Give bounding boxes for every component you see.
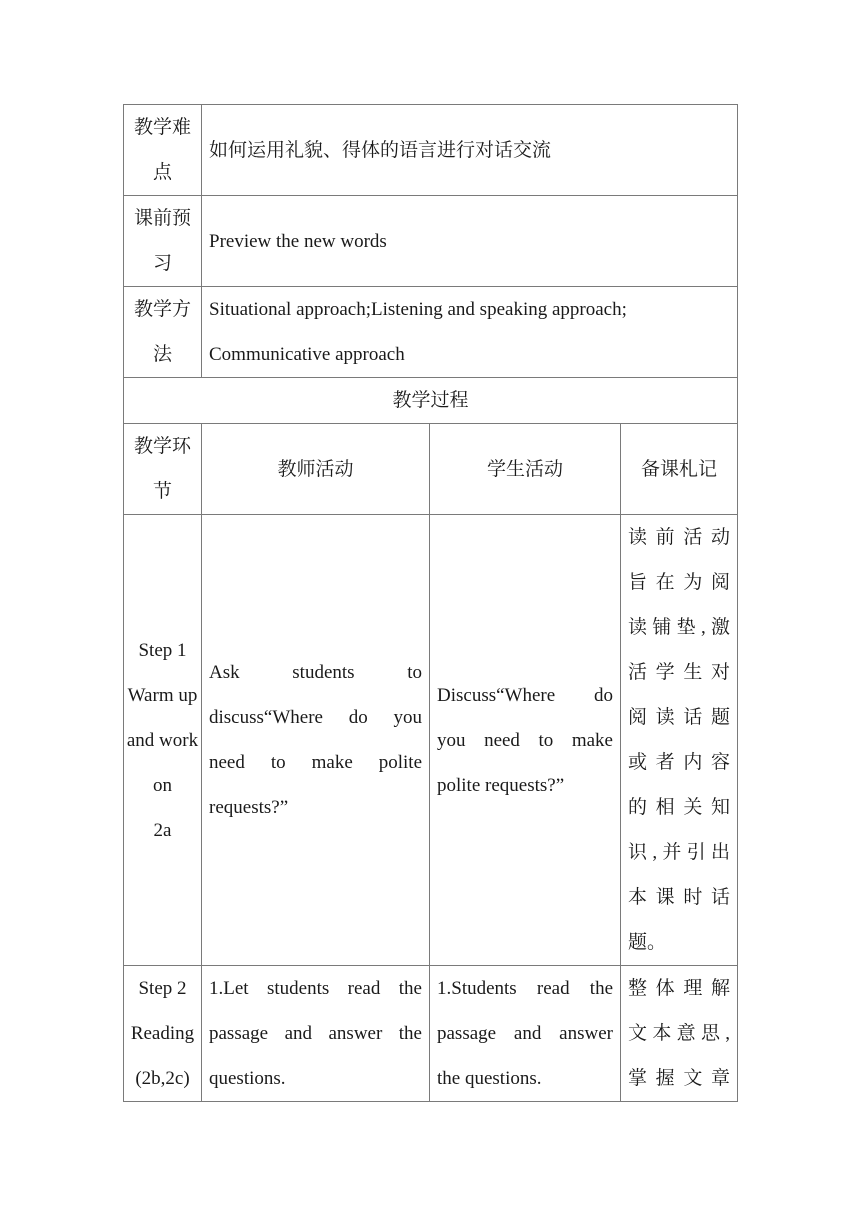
stage-line: on xyxy=(153,774,172,796)
stage-line: Reading xyxy=(130,1023,195,1044)
row-step-1 xyxy=(124,515,738,966)
header-line: 教学环 xyxy=(133,436,191,457)
label-line: 法 xyxy=(152,344,172,365)
label-line: 课前预 xyxy=(133,208,191,229)
notes-line: 题。 xyxy=(628,932,667,953)
step-1-stage xyxy=(124,515,202,966)
label-line: 点 xyxy=(152,162,172,183)
student-line: passage and answer xyxy=(437,1023,613,1044)
content-teaching-method xyxy=(202,287,738,378)
label-line: 教学难 xyxy=(133,117,191,138)
notes-line: 或 者 内 容 xyxy=(628,752,730,773)
step-2-stage xyxy=(124,966,202,1102)
label-teaching-method xyxy=(124,287,202,378)
student-line: Discuss“Where do xyxy=(437,684,613,706)
row-teaching-difficulty xyxy=(124,105,738,196)
label-preview xyxy=(124,196,202,287)
notes-line: 读 前 活 动 xyxy=(628,527,730,548)
step-2-notes xyxy=(621,966,738,1102)
content-teaching-difficulty: 如何运用礼貌、得体的语言进行对话交流 xyxy=(202,105,738,196)
process-title: 教学过程 xyxy=(124,378,738,424)
step-2-teacher-activity xyxy=(202,966,430,1102)
row-preview xyxy=(124,196,738,287)
content-preview: Preview the new words xyxy=(202,196,738,287)
student-line: you need to make xyxy=(437,729,613,751)
teacher-line: requests?” xyxy=(209,797,289,818)
step-1-notes xyxy=(621,515,738,966)
header-line: 节 xyxy=(152,481,172,502)
step-1-student-activity xyxy=(430,515,621,966)
teacher-line: discuss“Where do you xyxy=(209,707,422,728)
notes-line: 本 课 时 话 xyxy=(628,887,730,908)
label-teaching-difficulty xyxy=(124,105,202,196)
lesson-plan-table xyxy=(123,104,738,1102)
stage-line: and work xyxy=(126,729,199,751)
label-line: 教学方 xyxy=(133,299,191,320)
notes-line: 阅 读 话 题 xyxy=(628,707,730,728)
notes-line: 文 本 意 思 , xyxy=(628,1023,730,1044)
notes-line: 识 , 并 引 出 xyxy=(628,842,730,863)
content-line: Situational approach;Listening and speaking approach; xyxy=(209,299,627,320)
step-2-student-activity xyxy=(430,966,621,1102)
teacher-line: 1.Let students read the xyxy=(209,978,422,999)
notes-line: 活 学 生 对 xyxy=(628,662,730,683)
student-line: polite requests?” xyxy=(437,774,565,796)
teacher-line: Ask students to xyxy=(209,662,422,683)
content-line: Communicative approach xyxy=(209,344,405,365)
header-student-activity: 学生活动 xyxy=(430,424,621,515)
row-step-2 xyxy=(124,966,738,1102)
stage-line: 2a xyxy=(153,819,172,841)
teacher-line: questions. xyxy=(209,1068,286,1089)
notes-line: 掌 握 文 章 xyxy=(628,1068,730,1089)
label-line: 习 xyxy=(152,253,172,274)
stage-line: (2b,2c) xyxy=(135,1068,190,1089)
stage-line: Step 2 xyxy=(138,978,187,999)
student-line: the questions. xyxy=(437,1068,542,1089)
stage-line: Step 1 xyxy=(138,639,187,661)
header-notes: 备课札记 xyxy=(621,424,738,515)
row-column-headers xyxy=(124,424,738,515)
notes-line: 旨 在 为 阅 xyxy=(628,572,730,593)
step-1-teacher-activity xyxy=(202,515,430,966)
notes-line: 整 体 理 解 xyxy=(628,978,730,999)
header-stage xyxy=(124,424,202,515)
teacher-line: passage and answer the xyxy=(209,1023,422,1044)
stage-line: Warm up xyxy=(127,684,198,706)
header-teacher-activity: 教师活动 xyxy=(202,424,430,515)
student-line: 1.Students read the xyxy=(437,978,613,999)
row-process-title xyxy=(124,378,738,424)
notes-line: 的 相 关 知 xyxy=(628,797,730,818)
row-teaching-method xyxy=(124,287,738,378)
teacher-line: need to make polite xyxy=(209,752,422,773)
notes-line: 读 铺 垫 , 激 xyxy=(628,617,730,638)
